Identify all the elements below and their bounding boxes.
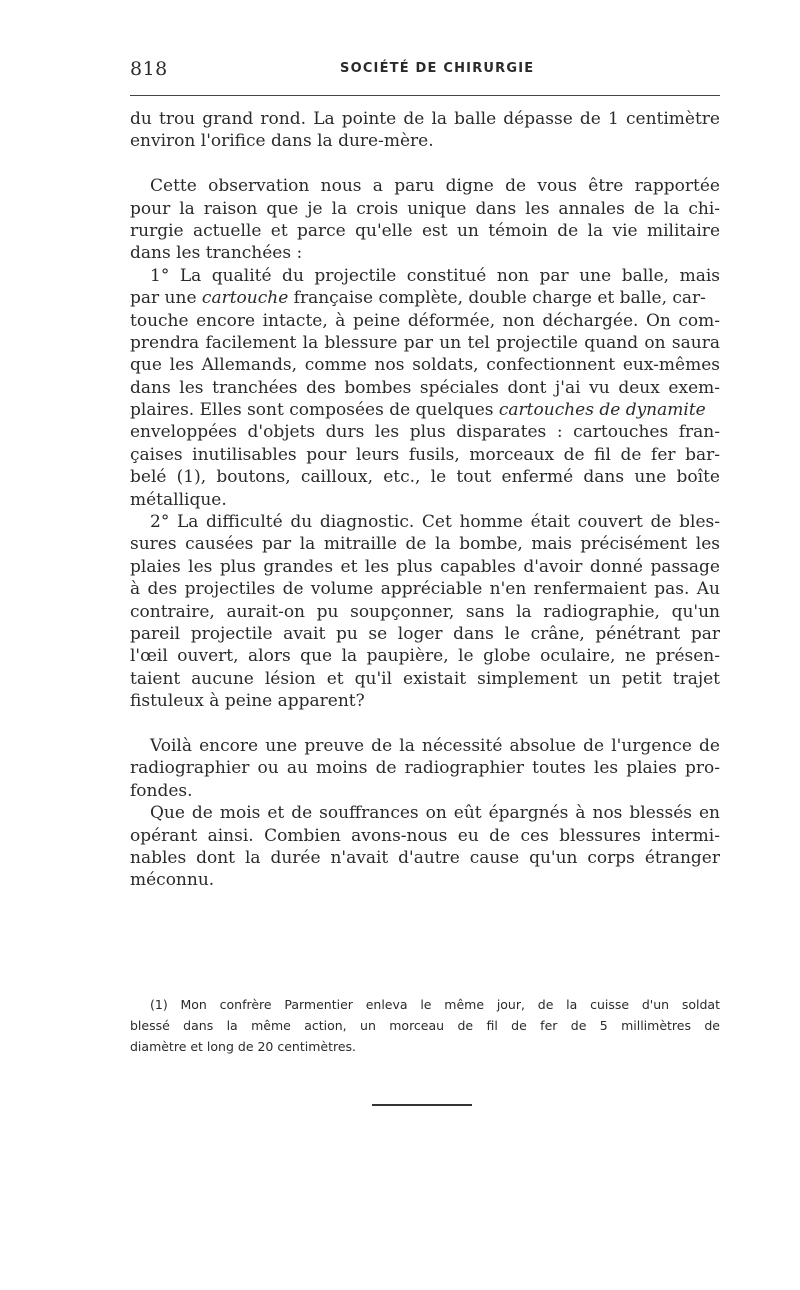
footnote-line: blessé dans la même action, un morceau de fil de fer de 5 millimètres de [130, 1018, 720, 1033]
text-line: belé (1), boutons, cailloux, etc., le tout enfermé dans une boîte [130, 467, 720, 488]
text-line: dans les tranchées des bombes spéciales dont j'ai vu deux exem- [130, 377, 720, 398]
text-segment: par une [130, 288, 202, 309]
text-line [130, 287, 720, 309]
text-line: fondes. [130, 780, 193, 801]
text-line: enveloppées d'objets durs les plus disparates : cartouches fran- [130, 422, 720, 443]
text-line [130, 399, 720, 421]
italic-term: cartouches de dynamite [498, 400, 706, 421]
text-line: Voilà encore une preuve de la nécessité absolue de l'urgence de [150, 735, 720, 756]
text-line: opérant ainsi. Combien avons-nous eu de ces blessures intermi- [130, 825, 720, 846]
text-line: touche encore intacte, à peine déformée, non déchargée. On com- [130, 310, 720, 331]
text-line: Que de mois et de souffrances on eût épargnés à nos blessés en [150, 803, 720, 824]
text-line: plaies les plus grandes et les plus capables d'avoir donné passage [130, 556, 720, 577]
text-line: sures causées par la mitraille de la bombe, mais précisément les [130, 534, 720, 555]
text-line: prendra facilement la blessure par un tel projectile quand on saura [130, 332, 720, 353]
text-line: dans les tranchées : [130, 243, 303, 264]
running-head: SOCIÉTÉ DE CHIRURGIE [340, 61, 535, 76]
page-number: 818 [130, 58, 168, 80]
text-segment: française complète, double charge et balle, car- [288, 288, 706, 309]
text-line: pareil projectile avait pu se loger dans le crâne, pénétrant par [130, 623, 720, 644]
footnote-line: (1) Mon confrère Parmentier enleva le même jour, de la cuisse d'un soldat [150, 997, 720, 1012]
page-header [130, 58, 722, 86]
footnote-line: diamètre et long de 20 centimètres. [130, 1039, 357, 1054]
text-line: contraire, aurait-on pu soupçonner, sans la radiographie, qu'un [130, 601, 720, 622]
text-line: méconnu. [130, 870, 215, 891]
text-line: çaises inutilisables pour leurs fusils, morceaux de fil de fer bar- [130, 444, 720, 465]
text-line: l'œil ouvert, alors que la paupière, le globe oculaire, ne présen- [130, 646, 720, 667]
text-line: métallique. [130, 489, 227, 510]
footnote [130, 994, 720, 1057]
paragraph-gap [130, 713, 720, 735]
text-segment: plaires. Elles sont composées de quelques [130, 400, 499, 421]
header-rule [130, 95, 720, 96]
text-line: 1° La qualité du projectile constitué non par une balle, mais [150, 265, 720, 286]
text-line: taient aucune lésion et qu'il existait simplement un petit trajet [130, 668, 720, 689]
text-line: pour la raison que je la crois unique dans les annales de la chi- [130, 198, 720, 219]
text-line: radiographier ou au moins de radiographier toutes les plaies pro- [130, 758, 720, 779]
text-line: Cette observation nous a paru digne de vous être rapportée [150, 176, 720, 197]
text-line: rurgie actuelle et parce qu'elle est un témoin de la vie militaire [130, 220, 720, 241]
body-text [130, 108, 720, 892]
text-line: que les Allemands, comme nos soldats, confectionnent eux-mêmes [130, 355, 720, 376]
text-line: à des projectiles de volume appréciable n'en renfermaient pas. Au [130, 579, 720, 600]
text-line: environ l'orifice dans la dure-mère. [130, 131, 434, 152]
italic-term: cartouche [201, 288, 289, 309]
text-line: nables dont la durée n'avait d'autre cause qu'un corps étranger [130, 847, 720, 868]
end-rule [372, 1104, 472, 1106]
text-line: fistuleux à peine apparent? [130, 691, 365, 712]
text-line: du trou grand rond. La pointe de la balle dépasse de 1 centimètre [130, 109, 720, 129]
text-line: 2° La difficulté du diagnostic. Cet homme était couvert de bles- [150, 512, 720, 533]
paragraph-gap [130, 153, 720, 175]
